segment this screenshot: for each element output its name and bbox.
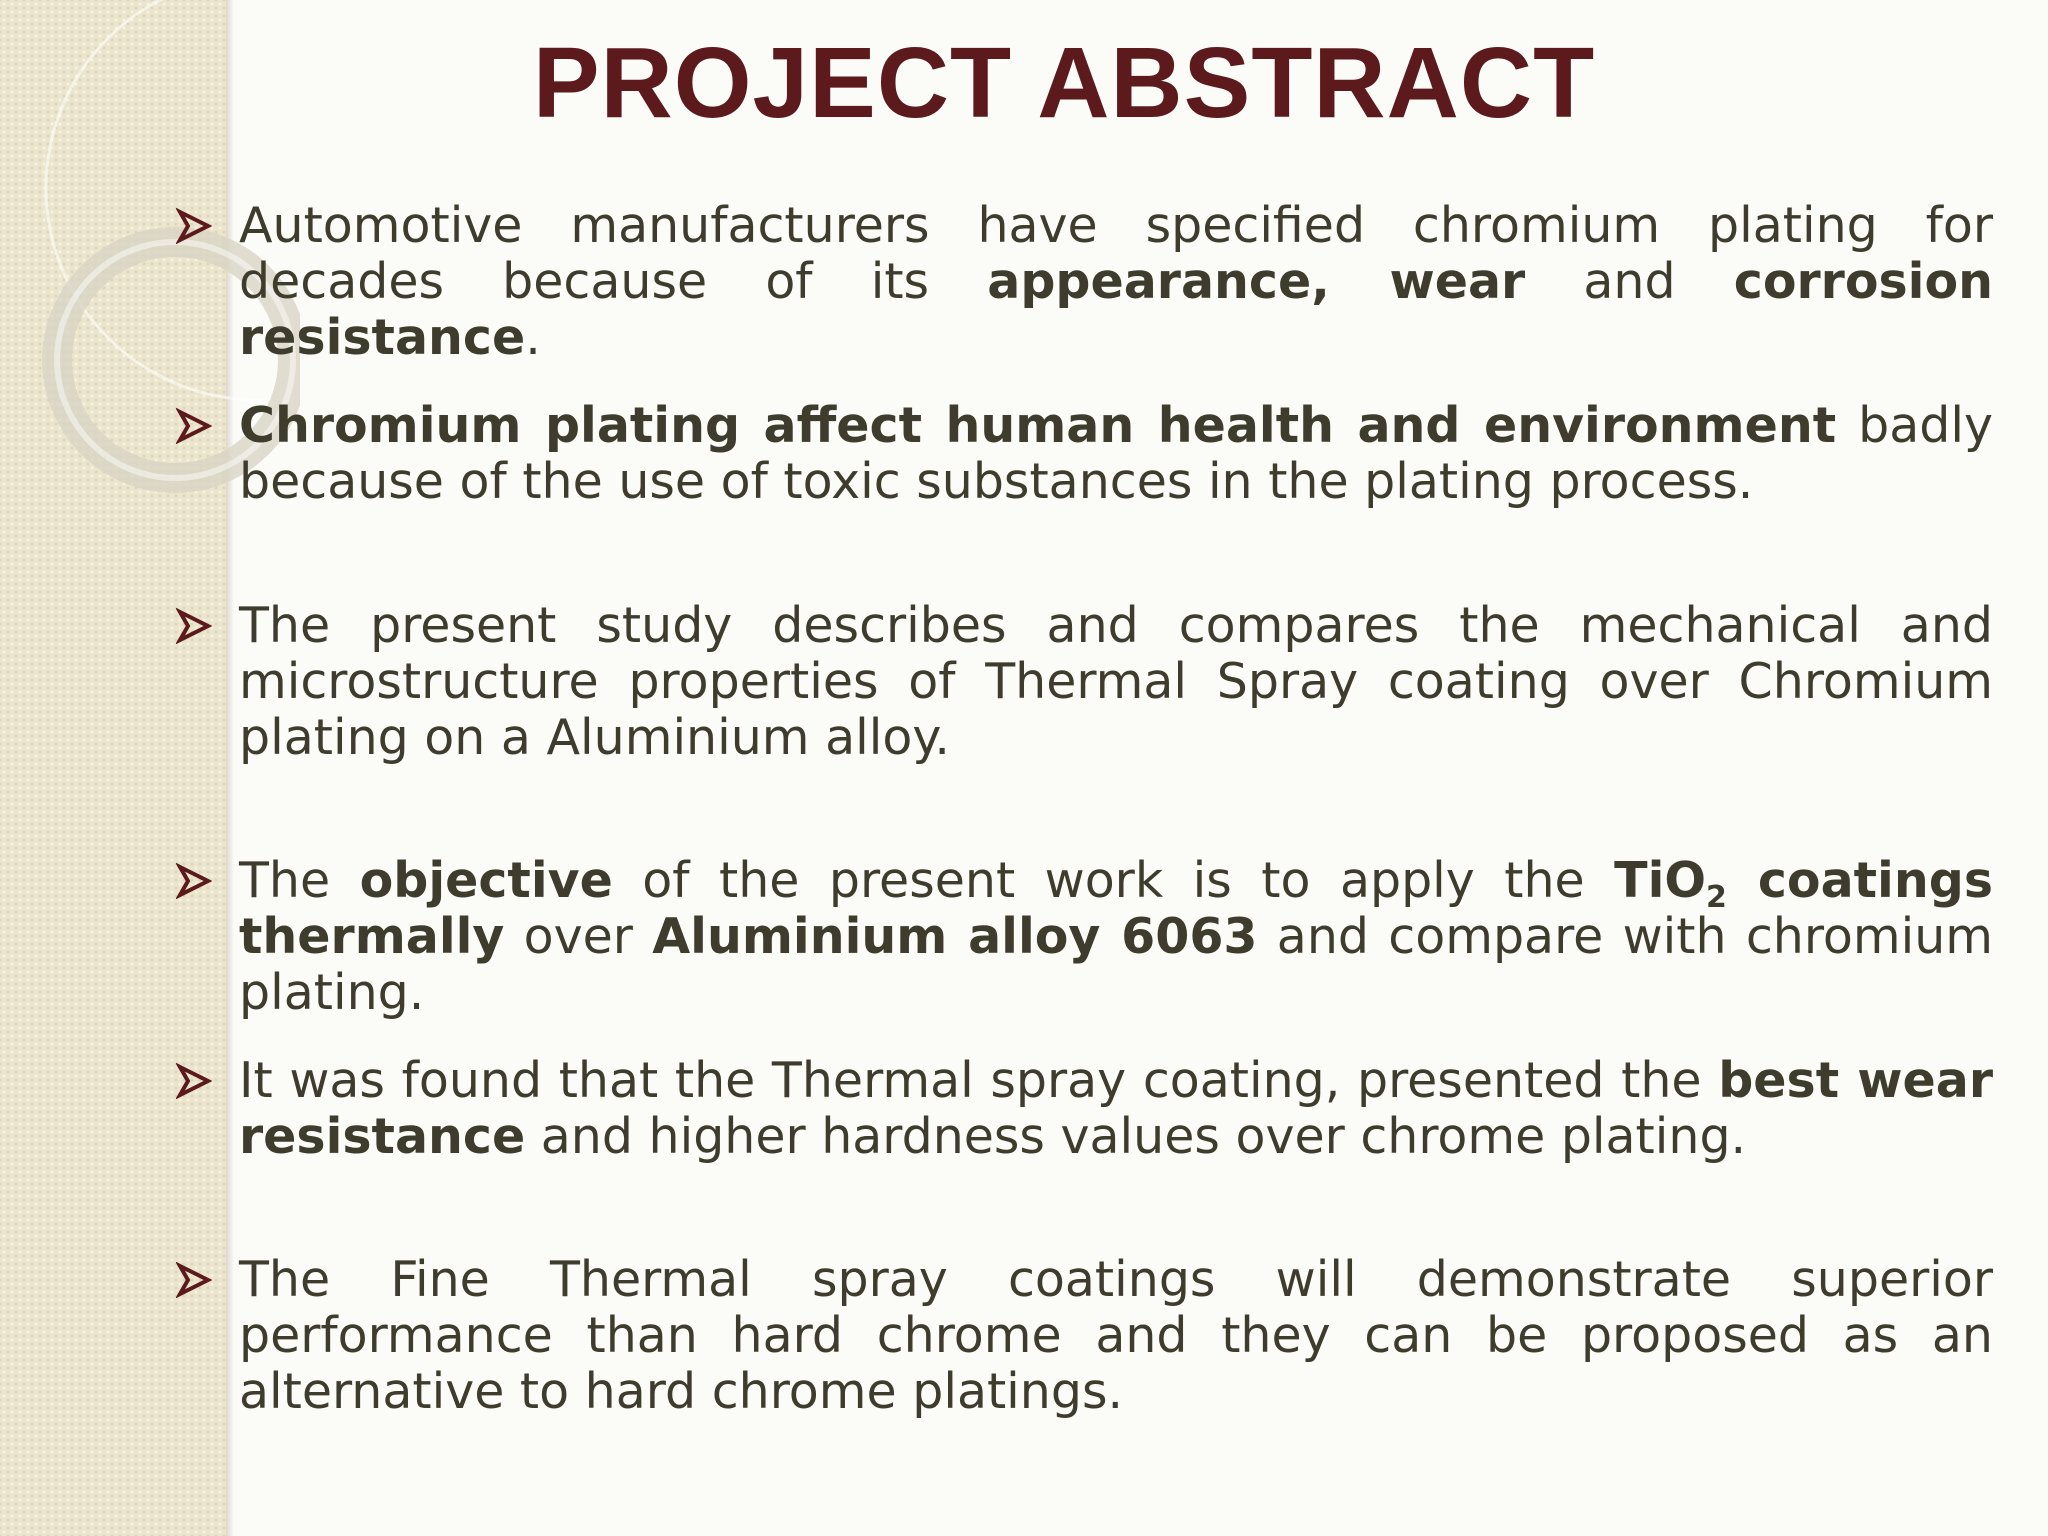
arrow-bullet-icon (176, 608, 212, 644)
bullet-text: The present study describes and compares the mechanical and microstructure properties of Thermal Spray coating over Chromium plating on a Aluminium alloy. (239, 597, 1993, 766)
arrow-bullet-icon (176, 863, 212, 899)
arrow-bullet-icon (176, 1262, 212, 1298)
arrow-bullet-icon (176, 1063, 212, 1099)
arrow-bullet-icon (176, 208, 212, 244)
bullet-text: The Fine Thermal spray coatings will demonstrate superior performance than hard chrome and they can be proposed as an alternative to hard chrome platings. (239, 1251, 1993, 1420)
bullet-text: The objective of the present work is to apply the TiO$_2$ coatings thermally over Aluminium alloy 6063 and compare with chromium plating. (239, 852, 1994, 1021)
slide-title: PROJECT ABSTRACT (532, 27, 1596, 139)
bullet-list (176, 0, 1996, 1536)
bullet-text: Chromium plating affect human health and environment badly because of the use of toxic substances in the plating process. (239, 397, 1993, 510)
bullet-text: It was found that the Thermal spray coating, presented the best wear resistance and higher hardness values over chrome plating. (239, 1052, 1993, 1165)
bullet-text: Automotive manufacturers have specified chromium plating for decades because of its appearance, wear and corrosion resistance. (239, 197, 1993, 366)
arrow-bullet-icon (176, 408, 212, 444)
